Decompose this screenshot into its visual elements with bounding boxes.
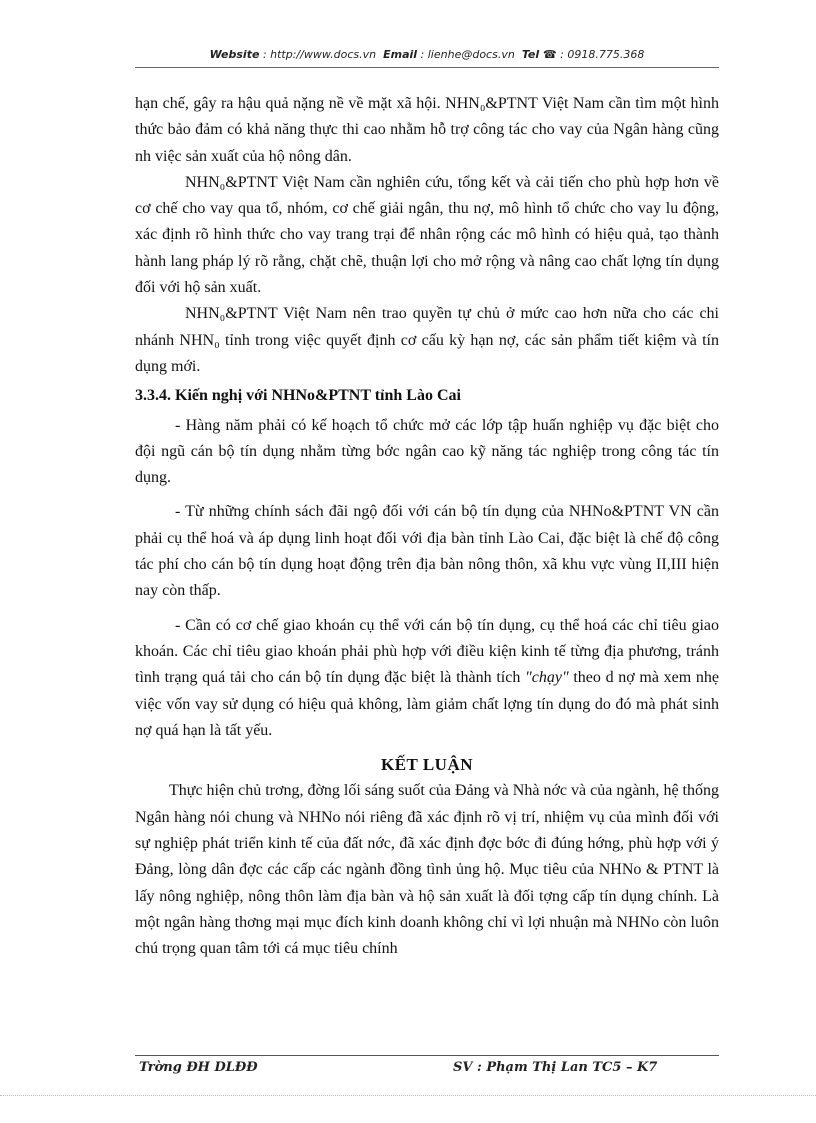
tel-label: Tel ☎ xyxy=(521,48,557,61)
bullet-3-part-a: - Cần có cơ chế giao khoán cụ thể với cán bộ tín dụng, cụ thể hoá các chỉ tiêu giao khoán. Các chỉ tiêu giao khoán phải phù hợp với điều kiện kinh tế từng địa phương, tránh tình trạng quá tải cho cán bộ tín dụng đặc biệt là thành tích xyxy=(135,616,719,687)
email-label: Email xyxy=(383,48,418,61)
bullet-3-chay: "chạy" xyxy=(525,669,569,687)
paragraph-2: NHN₀&PTNT Việt Nam cần nghiên cứu, tổng kết và cải tiến cho phù hợp hơn về cơ chế cho vay qua tổ, nhóm, cơ chế giải ngân, thu nợ, mô hình tổ chức cho vay lu động, xác định rõ hình thức cho vay trang trại để nhân rộng các mô hình có hiệu quả, tạo thành hành lang pháp lý rõ rằng, chặt chẽ, thuận lợi cho mở rộng và nâng cao chất lợng tín dụng đối với hộ sản xuất. xyxy=(135,173,719,297)
conclusion-title: KẾT LUẬN xyxy=(380,755,473,775)
bullet-3 xyxy=(135,613,719,744)
website-value: : http://www.docs.vn xyxy=(262,48,377,61)
page-header xyxy=(135,48,719,61)
conclusion-paragraph: Thực hiện chủ trơng, đờng lối sáng suốt của Đảng và Nhà nớc và của ngành, hệ thống Ngân hàng nói chung và NHNo nói riêng đã xác định rõ vị trí, nhiệm vụ của mình đối với sự nghiệp phát triển kinh tế của đất nớc, đã xác định đợc bớc đi đúng hớng, phù hợp với ý Đảng, lòng dân đợc các cấp các ngành đồng tình ủng hộ. Mục tiêu của NHNo & PTNT là lấy nông nghiệp, nông thôn làm địa bàn và hộ sản xuất là đối tợng cấp tín dụng chính. Là một ngân hàng thơng mại mục đích kinh doanh không chỉ vì lợi nhuận mà NHNo còn luôn chú trọng quan tâm tới cá mục tiêu chính xyxy=(135,782,719,958)
tel-value: : 0918.775.368 xyxy=(560,48,645,61)
page-bottom-border xyxy=(0,1095,816,1096)
website-label: Website xyxy=(209,48,260,61)
footer-student: SV : Phạm Thị Lan TC5 – K7 xyxy=(453,1060,658,1075)
email-value: : lienhe@docs.vn xyxy=(420,48,515,61)
document-body xyxy=(135,91,719,963)
section-heading: 3.3.4. Kiến nghị với NHNo&PTNT tỉnh Lào Cai xyxy=(135,387,461,405)
footer-school: Trờng ĐH DLĐĐ xyxy=(139,1060,258,1075)
footer-divider xyxy=(135,1055,719,1056)
bullet-1: - Hàng năm phải có kế hoạch tổ chức mở các lớp tập huấn nghiệp vụ đặc biệt cho đội ngũ cán bộ tín dụng nhằm từng bớc ngân cao kỹ năng tác nghiệp trong công tác tín dụng. xyxy=(135,416,719,487)
paragraph-3: NHN₀&PTNT Việt Nam nên trao quyền tự chủ ở mức cao hơn nữa cho các chi nhánh NHN₀ tỉnh trong việc quyết định cơ cấu kỳ hạn nợ, các sản phẩm tiết kiệm và tín dụng mới. xyxy=(135,305,719,375)
paragraph-1: hạn chế, gây ra hậu quả nặng nề về mặt xã hội. NHN₀&PTNT Việt Nam cần tìm một hình thức bảo đảm có khả năng thực thi cao nhằm hỗ trợ công tác cho vay của Ngân hàng cũng nh việc sản xuất của hộ nông dân. xyxy=(135,95,719,165)
header-divider xyxy=(135,67,719,68)
bullet-2: - Từ những chính sách đãi ngộ đối với cán bộ tín dụng của NHNo&PTNT VN cần phải cụ thể hoá và áp dụng linh hoạt đối với địa bàn tỉnh Lào Cai, đặc biệt là chế độ công tác phí cho cán bộ tín dụng hoạt động trên địa bàn nông thôn, xã khu vực vùng II,III hiện nay còn thấp. xyxy=(135,503,719,600)
bullet-3-part-b: theo d nợ mà xem nhẹ việc vốn vay sử dụng có hiệu quả không, làm giảm chất lợng tín dụng do đó mà phát sinh nợ quá hạn là tất yếu. xyxy=(135,669,720,739)
